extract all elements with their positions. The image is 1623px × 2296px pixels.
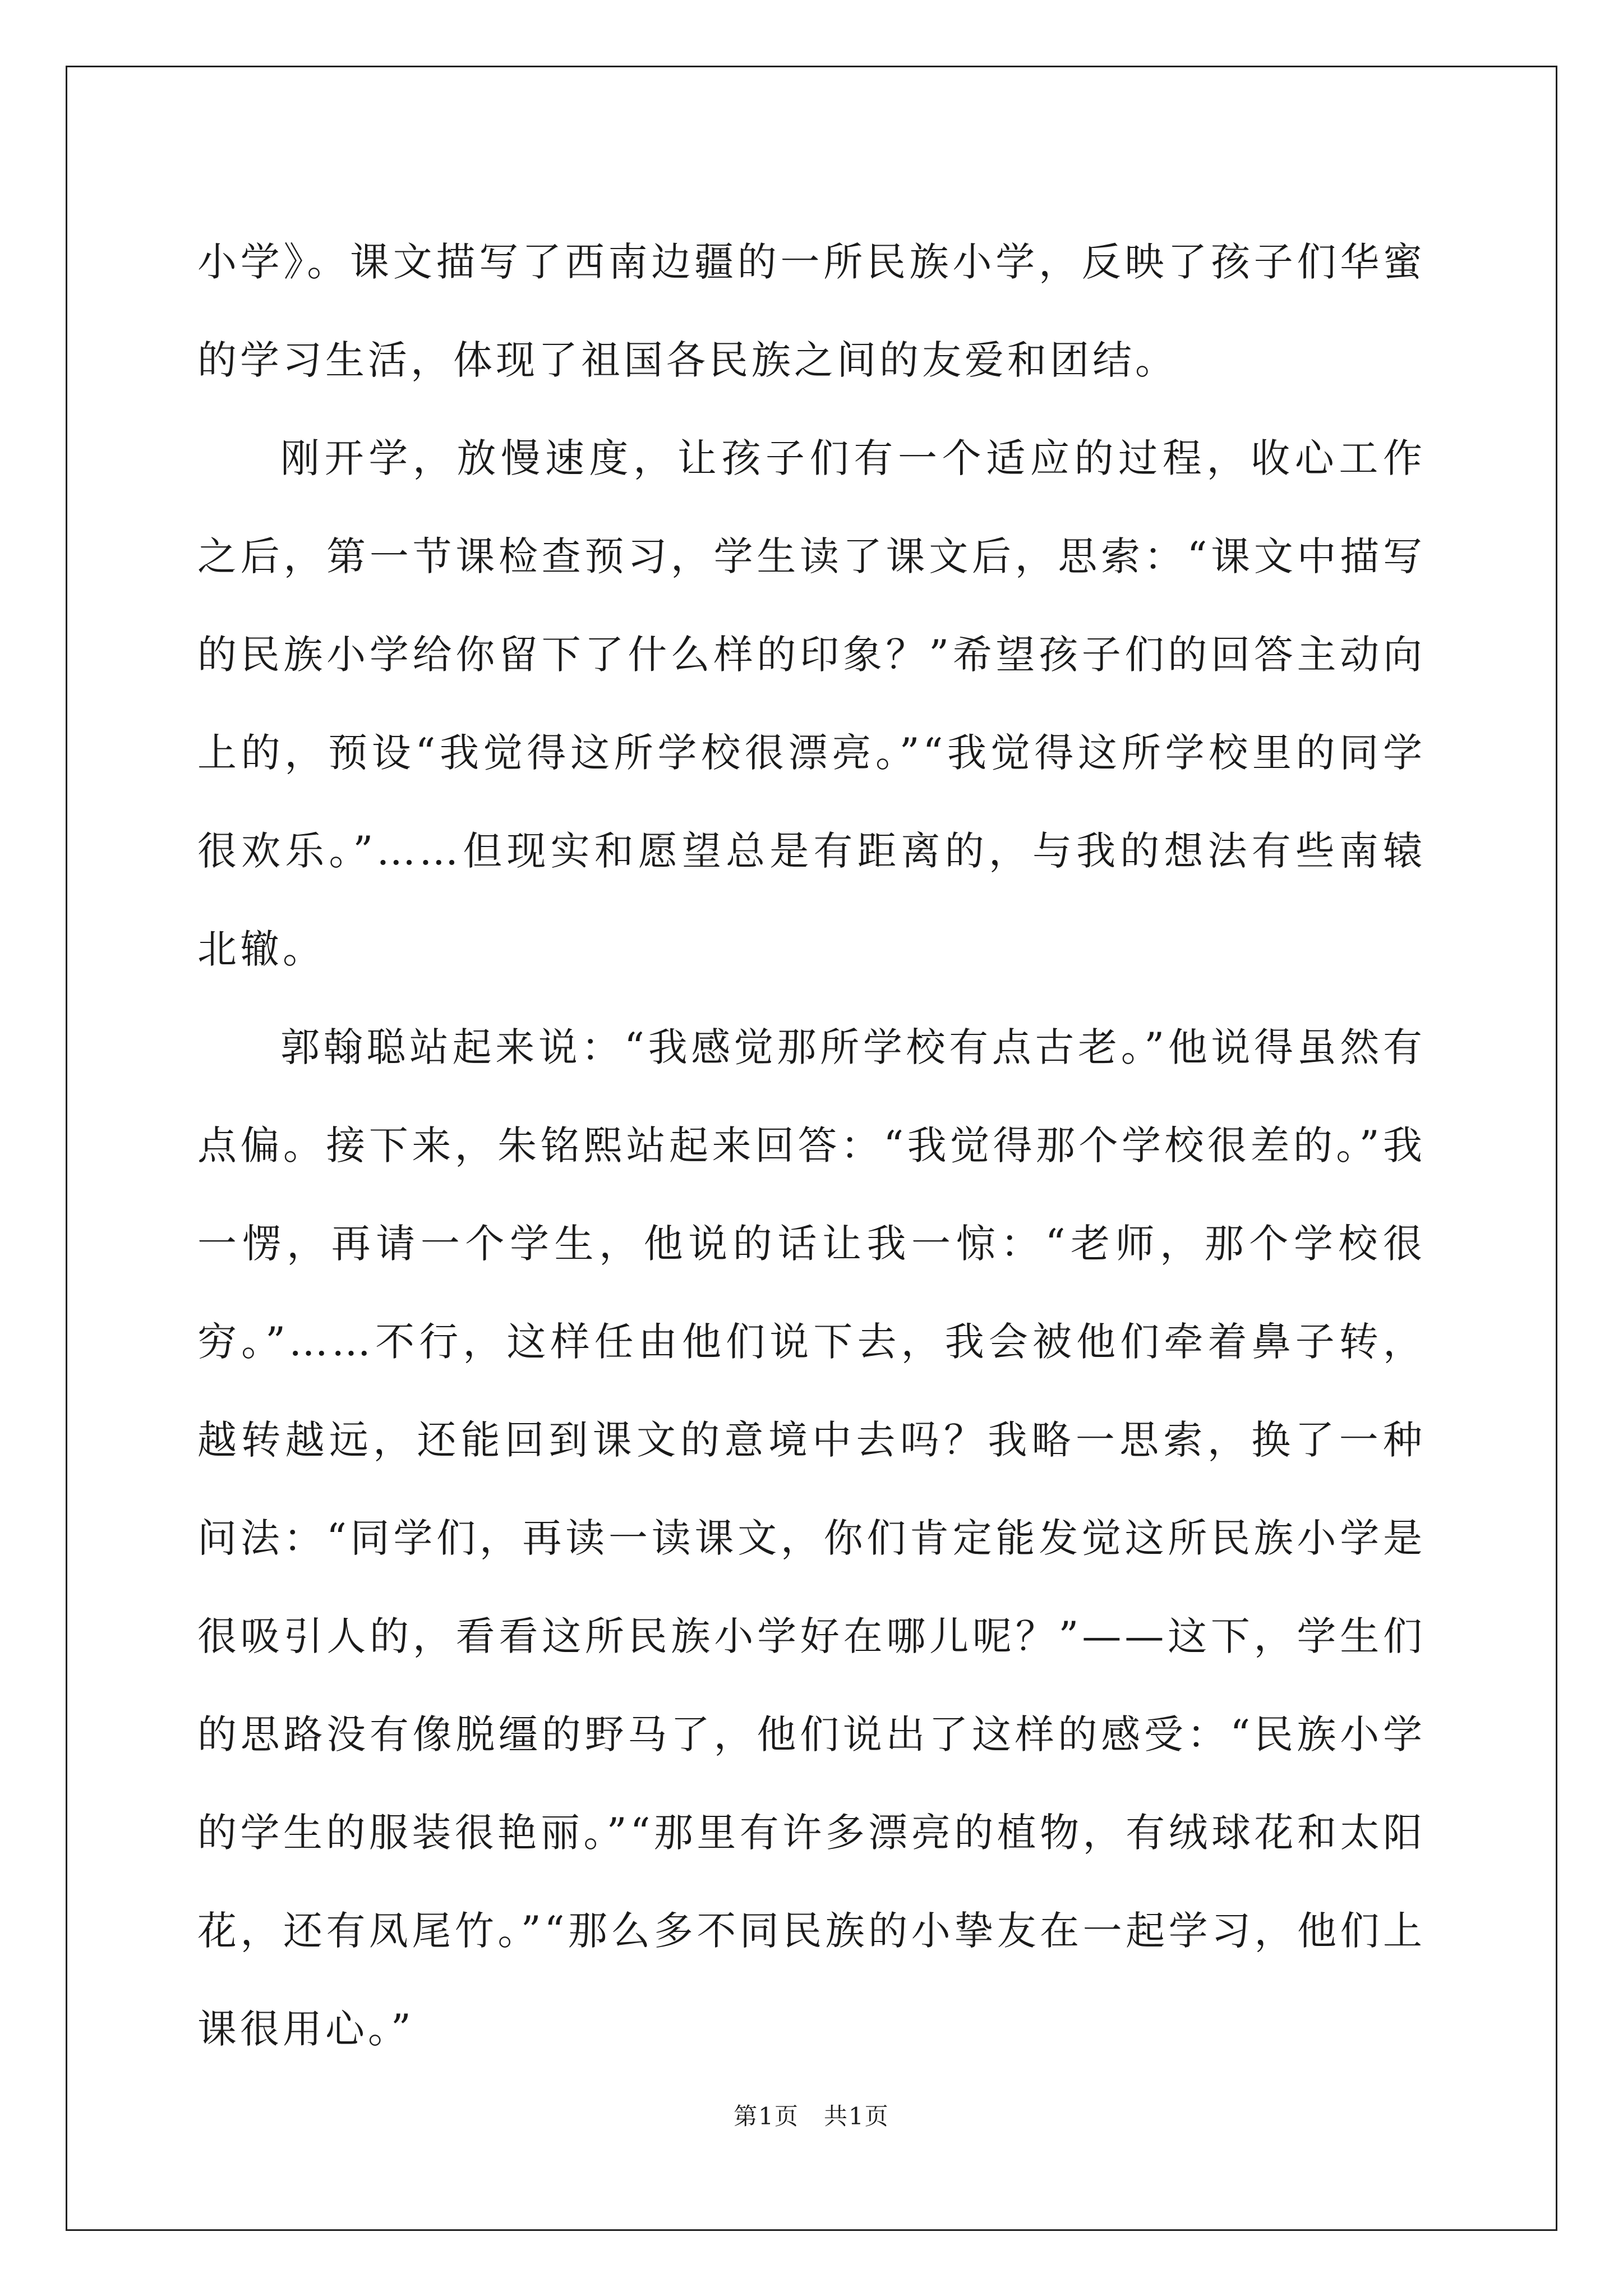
paragraph-3: 郭翰聪站起来说：“我感觉那所学校有点古老。”他说得虽然有点偏。接下来，朱铭熙站起来回答：“我觉得那个学校很差的。”我一愣，再请一个学生，他说的话让我一惊：“老师，那个学校很穷。”……不行，这样任由他们说下去，我会被他们牵着鼻子转，越转越远，还能回到课文的意境中去吗？我略一思索，换了一种问法：“同学们，再读一读课文，你们肯定能发觉这所民族小学是很吸引人的，看看这所民族小学好在哪儿呢？”——这下，学生们的思路没有像脱缰的野马了，他们说出了这样的感受：“民族小学的学生的服装很艳丽。”“那里有许多漂亮的植物，有绒球花和太阳花，还有凤尾竹。”“那么多不同民族的小挚友在一起学习，他们上课很用心。” xyxy=(197,1024,1426,2052)
document-body xyxy=(197,213,1426,2078)
paragraph-1: 小学》。课文描写了西南边疆的一所民族小学，反映了孩子们华蜜的学习生活，体现了祖国各民族之间的友爱和团结。 xyxy=(197,239,1426,383)
page-footer: 第1页 共1页 xyxy=(734,2102,889,2130)
paragraph-2: 刚开学，放慢速度，让孩子们有一个适应的过程，收心工作之后，第一节课检查预习，学生读了课文后，思索：“课文中描写的民族小学给你留下了什么样的印象？”希望孩子们的回答主动向上的，预设“我觉得这所学校很漂亮。”“我觉得这所学校里的同学很欢乐。”……但现实和愿望总是有距离的，与我的想法有些南辕北辙。 xyxy=(197,435,1426,972)
